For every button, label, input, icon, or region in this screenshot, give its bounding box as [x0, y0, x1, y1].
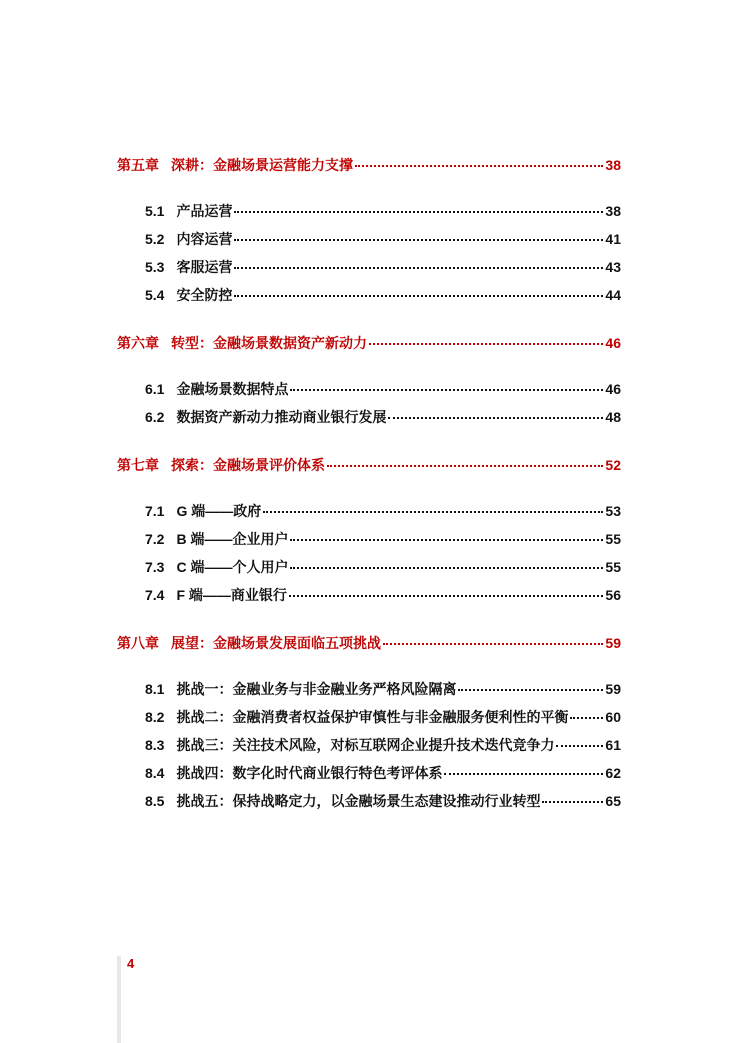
section-number: 8.4 — [145, 765, 165, 781]
chapter-page-number: 52 — [605, 457, 621, 473]
toc-section-entry[interactable] — [117, 229, 621, 249]
chapter-label: 第六章 — [117, 335, 159, 351]
section-page-number: 46 — [605, 381, 621, 397]
dot-leader — [355, 165, 603, 167]
toc-section-entry[interactable] — [117, 679, 621, 699]
section-title: 挑战三：关注技术风险，对标互联网企业提升技术迭代竞争力 — [176, 737, 555, 753]
section-page-number: 59 — [605, 681, 621, 697]
toc-section-entry[interactable] — [117, 585, 621, 605]
dot-leader — [234, 267, 603, 269]
toc-section-entry[interactable] — [117, 201, 621, 221]
dot-leader — [290, 567, 603, 569]
toc-section-entry[interactable] — [117, 791, 621, 811]
dot-leader — [290, 539, 603, 541]
dot-leader — [234, 239, 603, 241]
section-page-number: 41 — [605, 231, 621, 247]
chapter-title: 转型：金融场景数据资产新动力 — [171, 335, 367, 351]
dot-leader — [234, 295, 603, 297]
dot-leader — [263, 511, 603, 513]
chapter-label: 第五章 — [117, 157, 159, 173]
section-page-number: 65 — [605, 793, 621, 809]
section-page-number: 55 — [605, 531, 621, 547]
section-number: 8.3 — [145, 737, 165, 753]
section-title: G 端——政府 — [176, 503, 262, 519]
section-page-number: 60 — [605, 709, 621, 725]
section-number: 6.2 — [145, 409, 165, 425]
chapter-label: 第八章 — [117, 635, 159, 651]
section-title: 产品运营 — [176, 203, 233, 219]
section-number: 6.1 — [145, 381, 165, 397]
section-title: 挑战二：金融消费者权益保护审慎性与非金融服务便利性的平衡 — [176, 709, 569, 725]
toc-section-entry[interactable] — [117, 501, 621, 521]
toc-section-entry[interactable] — [117, 763, 621, 783]
dot-leader — [369, 343, 603, 345]
toc-section-entry[interactable] — [117, 707, 621, 727]
dot-leader — [388, 417, 603, 419]
dot-leader — [458, 689, 603, 691]
chapter-title: 探索：金融场景评价体系 — [171, 457, 325, 473]
chapter-page-number: 38 — [605, 157, 621, 173]
dot-leader — [542, 801, 603, 803]
section-number: 7.4 — [145, 587, 165, 603]
toc-section-entry[interactable] — [117, 529, 621, 549]
chapter-title: 展望：金融场景发展面临五项挑战 — [171, 635, 381, 651]
toc-chapter-entry[interactable] — [117, 155, 621, 175]
toc-section-entry[interactable] — [117, 557, 621, 577]
section-title: 内容运营 — [176, 231, 233, 247]
toc-chapter-entry[interactable] — [117, 633, 621, 653]
toc-section-entry[interactable] — [117, 285, 621, 305]
table-of-contents — [117, 155, 621, 811]
section-title: 数据资产新动力推动商业银行发展 — [176, 409, 387, 425]
dot-leader — [234, 211, 603, 213]
section-title: F 端——商业银行 — [176, 587, 287, 603]
section-title: 挑战五：保持战略定力，以金融场景生态建设推动行业转型 — [176, 793, 541, 809]
section-number: 7.3 — [145, 559, 165, 575]
section-title: 客服运营 — [176, 259, 233, 275]
chapter-page-number: 59 — [605, 635, 621, 651]
section-title: 金融场景数据特点 — [176, 381, 289, 397]
section-page-number: 44 — [605, 287, 621, 303]
dot-leader — [444, 773, 603, 775]
dot-leader — [570, 717, 603, 719]
section-number: 8.2 — [145, 709, 165, 725]
dot-leader — [327, 465, 603, 467]
section-page-number: 56 — [605, 587, 621, 603]
section-number: 8.1 — [145, 681, 165, 697]
chapter-page-number: 46 — [605, 335, 621, 351]
dot-leader — [556, 745, 603, 747]
toc-chapter-entry[interactable] — [117, 333, 621, 353]
section-number: 5.2 — [145, 231, 165, 247]
section-page-number: 55 — [605, 559, 621, 575]
section-title: B 端——企业用户 — [176, 531, 289, 547]
chapter-title: 深耕：金融场景运营能力支撑 — [171, 157, 353, 173]
section-title: C 端——个人用户 — [176, 559, 289, 575]
toc-section-entry[interactable] — [117, 407, 621, 427]
chapter-label: 第七章 — [117, 457, 159, 473]
section-page-number: 48 — [605, 409, 621, 425]
section-number: 5.1 — [145, 203, 165, 219]
footer-page-number: 4 — [127, 956, 135, 971]
toc-chapter-entry[interactable] — [117, 455, 621, 475]
section-title: 安全防控 — [176, 287, 233, 303]
section-page-number: 43 — [605, 259, 621, 275]
section-title: 挑战四：数字化时代商业银行特色考评体系 — [176, 765, 443, 781]
section-number: 5.4 — [145, 287, 165, 303]
section-number: 8.5 — [145, 793, 165, 809]
section-title: 挑战一：金融业务与非金融业务严格风险隔离 — [176, 681, 457, 697]
section-number: 7.2 — [145, 531, 165, 547]
toc-section-entry[interactable] — [117, 257, 621, 277]
section-page-number: 61 — [605, 737, 621, 753]
section-page-number: 53 — [605, 503, 621, 519]
section-number: 7.1 — [145, 503, 165, 519]
footer-vertical-rule — [117, 956, 121, 1043]
toc-section-entry[interactable] — [117, 379, 621, 399]
section-page-number: 62 — [605, 765, 621, 781]
section-number: 5.3 — [145, 259, 165, 275]
dot-leader — [289, 595, 604, 597]
section-page-number: 38 — [605, 203, 621, 219]
toc-section-entry[interactable] — [117, 735, 621, 755]
dot-leader — [383, 643, 603, 645]
dot-leader — [290, 389, 603, 391]
